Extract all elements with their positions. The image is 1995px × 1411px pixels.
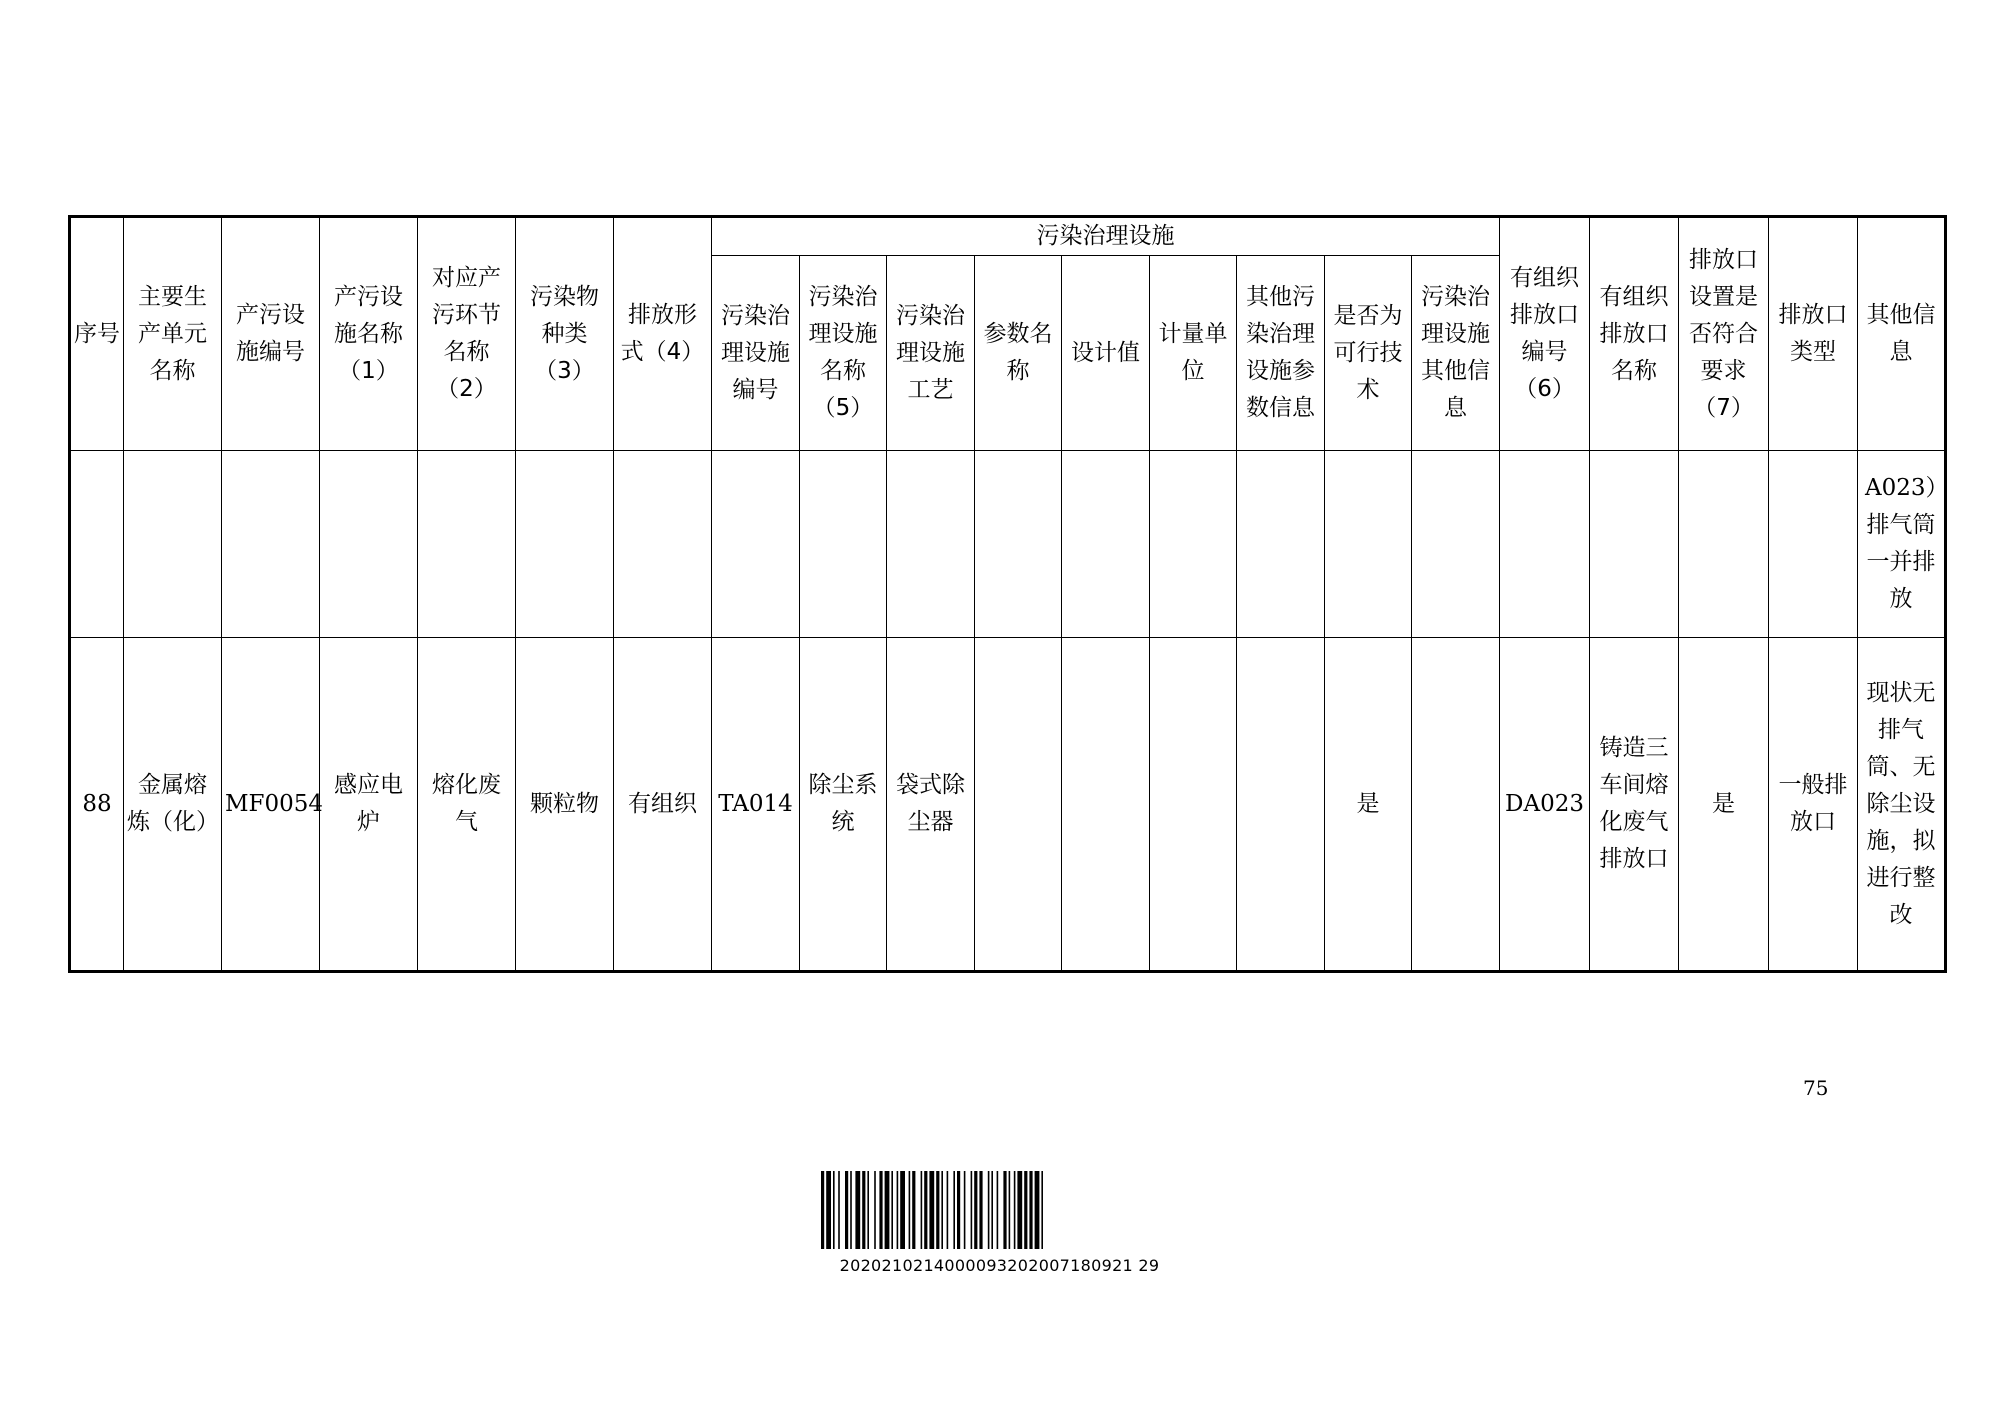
cell-treatment-name: 除尘系统 — [800, 638, 887, 972]
col-header-outlet-type: 排放口类型 — [1769, 217, 1858, 451]
cell-treatment-process: 袋式除尘器 — [887, 638, 975, 972]
cell-seq: 88 — [70, 638, 124, 972]
cell-feasible: 是 — [1325, 638, 1412, 972]
col-header-treatment-process: 污染治理设施工艺 — [887, 256, 975, 451]
pollution-facility-table-container — [68, 215, 1938, 973]
cell-process-link: 熔化废气 — [418, 638, 516, 972]
cell-unit-name: 金属熔炼（化） — [124, 638, 222, 972]
page-number: 75 — [1803, 1076, 1829, 1100]
col-header-unit-name: 主要生产单元名称 — [124, 217, 222, 451]
cell-compliant: 是 — [1679, 638, 1769, 972]
col-header-seq: 序号 — [70, 217, 124, 451]
pollution-facility-table — [68, 215, 1947, 973]
col-header-param-name: 参数名称 — [975, 256, 1062, 451]
cell-outlet-name: 铸造三车间熔化废气排放口 — [1590, 638, 1679, 972]
col-group-header-treatment: 污染治理设施 — [712, 217, 1500, 256]
cell-other-params — [1237, 638, 1325, 972]
cell-emission-form: 有组织 — [614, 638, 712, 972]
col-header-feasible: 是否为可行技术 — [1325, 256, 1412, 451]
barcode-image — [819, 1171, 1180, 1249]
cell-outlet-type: 一般排放口 — [1769, 638, 1858, 972]
cell-facility-name: 感应电炉 — [320, 638, 418, 972]
col-header-process-link: 对应产污环节名称（2） — [418, 217, 516, 451]
cell-outlet-no: DA023 — [1500, 638, 1590, 972]
cell-other-info-continued: A023）排气筒一并排放 — [1858, 451, 1946, 638]
col-header-design-value: 设计值 — [1062, 256, 1150, 451]
col-header-facility-name: 产污设施名称（1） — [320, 217, 418, 451]
cell-treatment-other — [1412, 638, 1500, 972]
cell-pollutant: 颗粒物 — [516, 638, 614, 972]
cell-treatment-no: TA014 — [712, 638, 800, 972]
col-header-other-params: 其他污染治理设施参数信息 — [1237, 256, 1325, 451]
cell-facility-no: MF0054 — [222, 638, 320, 972]
barcode-number: 2020210214000093202007180921 29 — [839, 1256, 1160, 1275]
cell-unit — [1150, 638, 1237, 972]
col-header-treatment-other: 污染治理设施其他信息 — [1412, 256, 1500, 451]
col-header-other-info: 其他信息 — [1858, 217, 1946, 451]
col-header-treatment-name: 污染治理设施名称（5） — [800, 256, 887, 451]
cell-param-name — [975, 638, 1062, 972]
col-header-emission-form: 排放形式（4） — [614, 217, 712, 451]
col-header-pollutant: 污染物种类（3） — [516, 217, 614, 451]
col-header-facility-no: 产污设施编号 — [222, 217, 320, 451]
cell-other-info: 现状无排气筒、无除尘设施，拟进行整改 — [1858, 638, 1946, 972]
col-header-compliant: 排放口设置是否符合要求（7） — [1679, 217, 1769, 451]
table-row — [70, 638, 1946, 972]
col-header-unit: 计量单位 — [1150, 256, 1237, 451]
col-header-treatment-no: 污染治理设施编号 — [712, 256, 800, 451]
table-row-continuation — [70, 451, 1946, 638]
cell-design-value — [1062, 638, 1150, 972]
col-header-outlet-no: 有组织排放口编号（6） — [1500, 217, 1590, 451]
header-row-group — [70, 217, 1946, 256]
col-header-outlet-name: 有组织排放口名称 — [1590, 217, 1679, 451]
